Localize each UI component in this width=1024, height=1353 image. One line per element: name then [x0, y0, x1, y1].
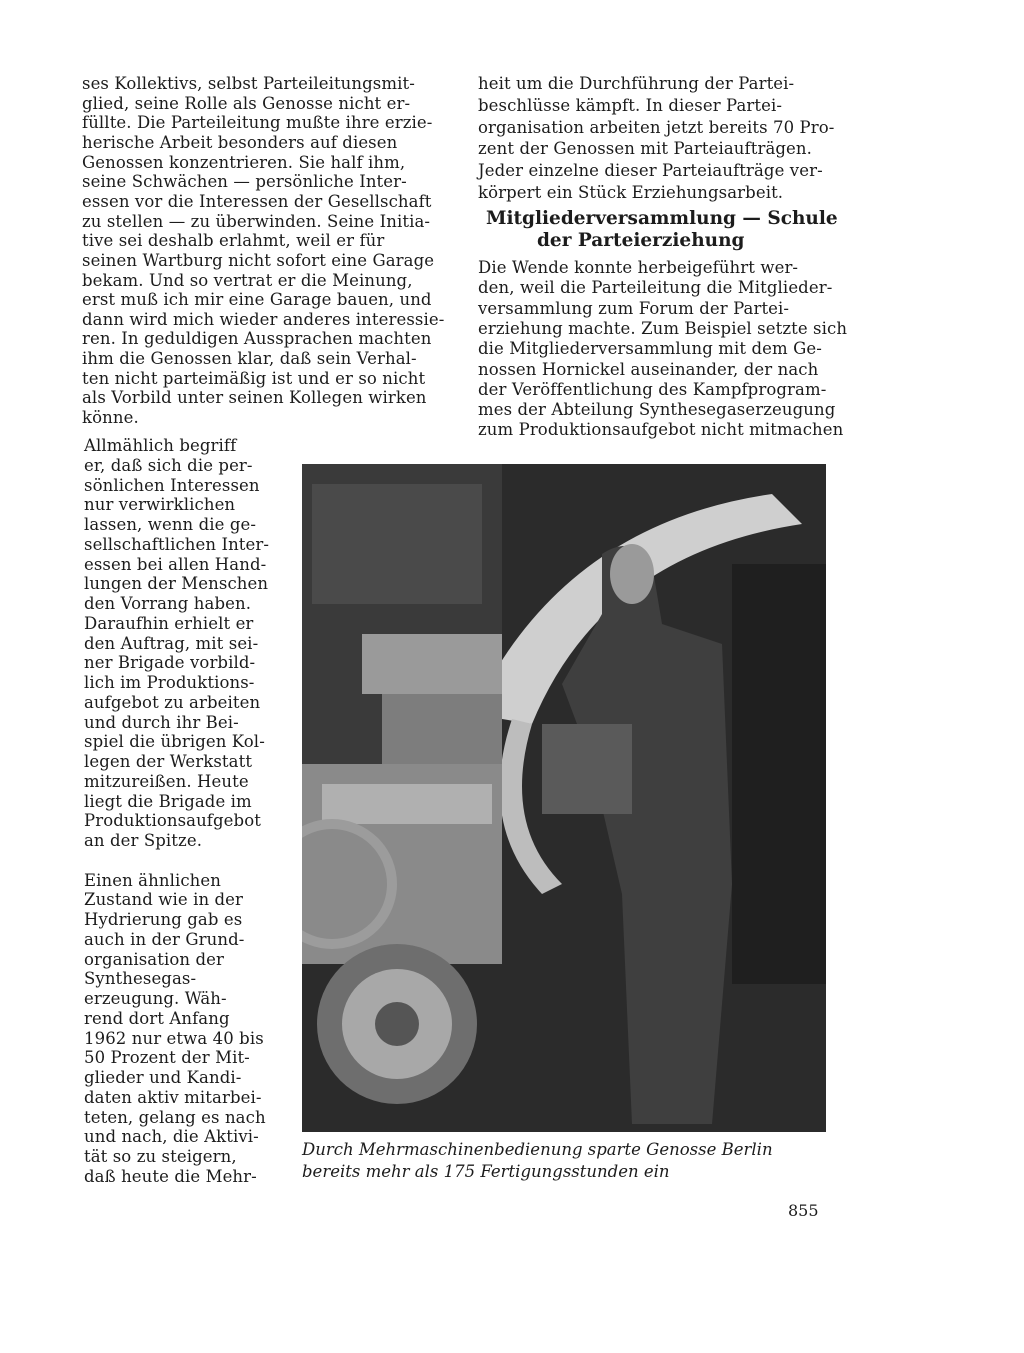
text-line: füllte. Die Parteileitung mußte ihre erzie- — [82, 113, 433, 133]
text-line: legen der Werkstatt — [84, 752, 253, 771]
text-line: Jeder einzelne dieser Parteiaufträge ver- — [478, 161, 823, 181]
text-line: den Vorrang haben. — [84, 594, 252, 613]
text-line: tät so zu steigern, — [84, 1147, 237, 1166]
text-line: zu stellen — zu überwinden. Seine Initia- — [82, 211, 431, 231]
text-line: glied, seine Rolle als Genosse nicht er- — [82, 93, 411, 113]
text-line: 1962 nur etwa 40 bis — [84, 1028, 264, 1048]
text-line: essen vor die Interessen der Gesellschaft — [82, 191, 432, 211]
text-line: liegt die Brigade im — [84, 791, 252, 811]
text-line: beschlüsse kämpft. In dieser Partei- — [478, 95, 783, 115]
text-line: auch in der Grund- — [84, 929, 245, 949]
photo-caption-line-2: bereits mehr als 175 Fertigungsstunden ein — [302, 1162, 670, 1181]
text-line: an der Spitze. — [84, 831, 203, 850]
text-line: lassen, wenn die ge- — [84, 515, 257, 534]
section-heading-line-2: der Parteierziehung — [537, 230, 745, 251]
text-line: der Veröffentlichung des Kampfprogram- — [478, 379, 827, 399]
page-number: 855 — [788, 1201, 819, 1220]
text-line: Synthesegas- — [84, 969, 197, 989]
text-line: heit um die Durchführung der Partei- — [478, 74, 795, 93]
text-line: erst muß ich mir eine Garage bauen, und — [82, 290, 432, 310]
text-line: 50 Prozent der Mit- — [84, 1048, 250, 1068]
text-line: Hydrierung gab es — [84, 910, 243, 929]
photo-illustration — [302, 464, 826, 1132]
text-line: sellschaftlichen Inter- — [84, 534, 270, 554]
text-line: organisation der — [84, 949, 224, 969]
photograph-worker-at-machine — [302, 464, 826, 1132]
text-line: glieder und Kandi- — [84, 1068, 242, 1087]
text-line: nur verwirklichen — [84, 495, 236, 515]
text-line: den, weil die Parteileitung die Mitglieder- — [478, 278, 833, 298]
text-line: erziehung machte. Zum Beispiel setzte sich — [478, 318, 848, 338]
text-line: ren. In geduldigen Aussprachen machten — [82, 329, 432, 349]
text-line: tive sei deshalb erlahmt, weil er für — [82, 231, 385, 251]
text-line: als Vorbild unter seinen Kollegen wirken — [82, 388, 427, 408]
text-line: ten nicht parteimäßig ist und er so nicht — [82, 368, 426, 388]
text-line: Allmählich begriff — [84, 436, 237, 455]
text-line: herische Arbeit besonders auf diesen — [82, 132, 398, 152]
text-line: bekam. Und so vertrat er die Meinung, — [82, 270, 413, 290]
text-line: spiel die übrigen Kol- — [84, 732, 265, 752]
photo-caption-line-1: Durch Mehrmaschinenbedienung sparte Genosse Berlin — [302, 1140, 773, 1159]
text-line: ihm die Genossen klar, daß sein Verhal- — [82, 349, 417, 369]
text-line: körpert ein Stück Erziehungsarbeit. — [478, 183, 784, 202]
text-line: Einen ähnlichen — [84, 870, 221, 890]
text-line: die Mitgliederversammlung mit dem Ge- — [478, 339, 822, 359]
text-line: erzeugung. Wäh- — [84, 989, 227, 1008]
text-line: Genossen konzentrieren. Sie half ihm, — [82, 152, 406, 172]
text-line: rend dort Anfang — [84, 1008, 230, 1028]
text-line: könne. — [82, 408, 139, 428]
text-line: sönlichen Interessen — [84, 475, 260, 495]
text-line: Zustand wie in der — [84, 890, 244, 910]
text-line: aufgebot zu arbeiten — [84, 692, 261, 712]
text-line: essen bei allen Hand- — [84, 554, 267, 574]
text-line: mes der Abteilung Synthesegaserzeugung — [478, 400, 836, 420]
text-line: lungen der Menschen — [84, 574, 269, 594]
text-line: seinen Wartburg nicht sofort eine Garage — [82, 250, 435, 270]
text-line: zum Produktionsaufgebot nicht mitmachen — [478, 420, 844, 440]
text-line: organisation arbeiten jetzt bereits 70 Pro- — [478, 117, 835, 137]
text-line: teten, gelang es nach — [84, 1107, 266, 1127]
text-line: Produktionsaufgebot — [84, 811, 261, 831]
text-line: versammlung zum Forum der Partei- — [478, 298, 790, 318]
text-line: und nach, die Aktivi- — [84, 1127, 259, 1147]
text-line: seine Schwächen — persönliche Inter- — [82, 172, 407, 192]
text-line: er, daß sich die per- — [84, 455, 253, 475]
text-line: dann wird mich wieder anderes interessie- — [82, 309, 445, 329]
section-heading-line-1: Mitgliederversammlung — Schule — [486, 208, 838, 229]
text-line: ses Kollektivs, selbst Parteileitungsmit- — [82, 74, 415, 93]
text-line: lich im Produktions- — [84, 673, 255, 692]
text-line: Die Wende konnte herbeigeführt wer- — [478, 258, 799, 277]
text-line: daten aktiv mitarbei- — [84, 1087, 262, 1107]
text-line: daß heute die Mehr- — [84, 1166, 257, 1186]
text-line: zent der Genossen mit Parteiaufträgen. — [478, 139, 812, 159]
text-line: nossen Hornickel auseinander, der nach — [478, 359, 819, 379]
text-line: und durch ihr Bei- — [84, 712, 239, 732]
text-line: ner Brigade vorbild- — [84, 653, 256, 673]
text-line: den Auftrag, mit sei- — [84, 633, 259, 653]
text-line: mitzureißen. Heute — [84, 771, 249, 791]
text-line: Daraufhin erhielt er — [84, 613, 254, 633]
